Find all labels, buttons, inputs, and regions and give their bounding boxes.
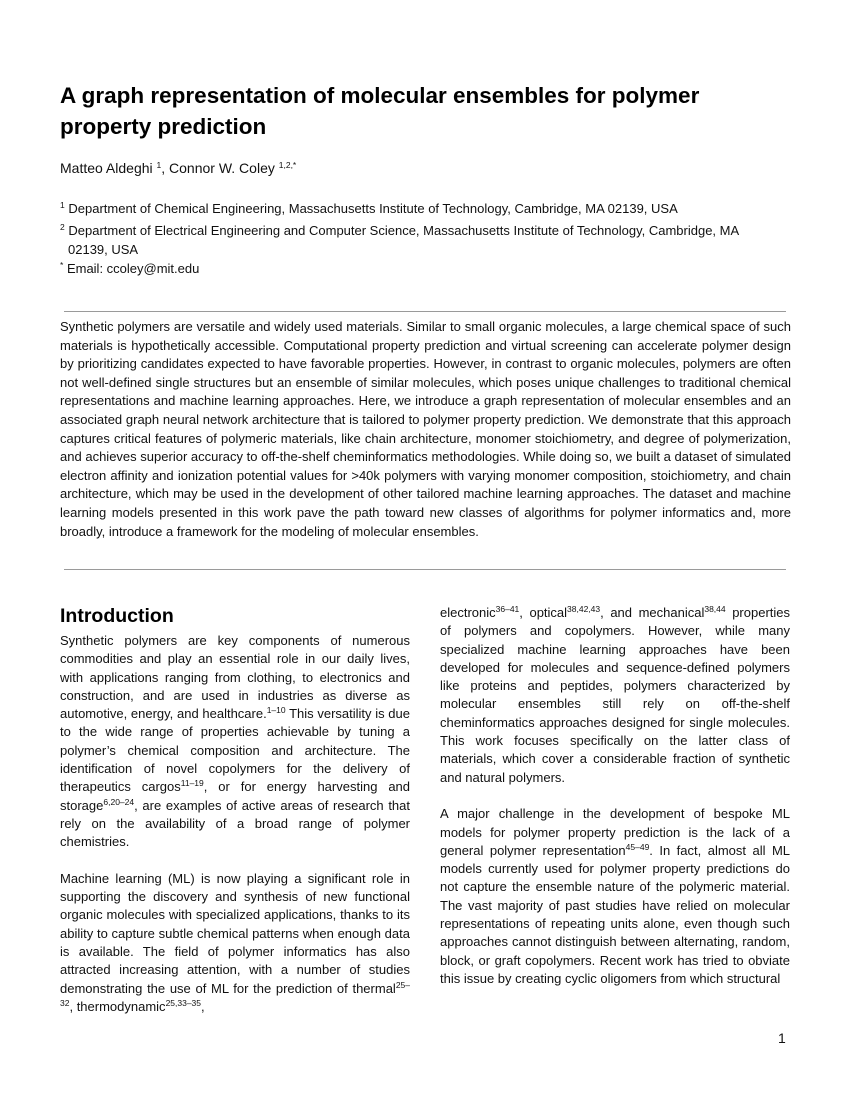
citation: 1–10 bbox=[266, 705, 286, 716]
paragraph-text: , bbox=[201, 998, 205, 1014]
paragraph-text: , are examples of active areas of research that rely on the availability of a broad range of polymer chemistries. bbox=[60, 797, 410, 850]
citation: 38,44 bbox=[704, 604, 726, 614]
affiliation-text: Department of Chemical Engineering, Massachusetts Institute of Technology, Cambridge, MA 02139, USA bbox=[68, 201, 678, 216]
paragraph-text: , or for energy harvesting and storage bbox=[60, 779, 411, 813]
affiliation bbox=[60, 221, 768, 259]
paragraph-text: Synthetic polymers are key components of numerous commodities and play an essential role in our daily lives, with applications ranging from clothing, to electronics and construction, and are used in industries as diverse as automotive, energy, and healthcare. bbox=[60, 633, 410, 722]
paragraph-text: A major challenge in the development of bespoke ML models for polymer property prediction is the lack of a general polymer representation bbox=[440, 806, 790, 858]
paragraph bbox=[60, 870, 410, 1016]
citation: 6,20–24 bbox=[103, 796, 135, 807]
author-list bbox=[60, 160, 296, 176]
left-column bbox=[60, 604, 410, 1016]
right-column bbox=[440, 604, 790, 988]
page-number: 1 bbox=[778, 1030, 786, 1046]
paragraph-text: , optical bbox=[519, 605, 568, 620]
abstract: Synthetic polymers are versatile and widely used materials. Similar to small organic molecules, a large chemical space of such materials is hypothetically accessible. Computational property prediction and virtual screening can accelerate polymer design by prioritizing candidates expected to have favorable properties. However, in contrast to organic molecules, polymers are often not well-defined single structures but an ensemble of similar molecules, which poses unique challenges to traditional chemical representations and machine learning approaches. Here, we introduce a graph representation of molecular ensembles and an associated graph neural network architecture that is tailored to polymer property prediction. We demonstrate that this approach captures critical features of polymeric materials, like chain architecture, monomer stoichiometry, and degree of polymerization, and achieves superior accuracy to off-the-shelf cheminformatics methodologies. While doing so, we built a dataset of simulated electron affinity and ionization potential values for >40k polymers with varying monomer composition, stoichiometry, and chain architecture, which may be used in the development of other tailored machine learning approaches. The dataset and machine learning models presented in this work pave the path toward new classes of algorithms for polymer informatics and, more broadly, introduce a framework for the modeling of molecular ensembles. bbox=[60, 319, 791, 539]
citation: 25–32 bbox=[60, 979, 410, 1008]
paragraph bbox=[440, 805, 790, 988]
citation: 45–49 bbox=[625, 841, 650, 852]
affiliation-marker: * bbox=[60, 260, 64, 270]
paper-title: A graph representation of molecular ensembles for polymer property prediction bbox=[60, 83, 700, 139]
citation: 25,33–35 bbox=[165, 997, 202, 1008]
affiliation-text: Department of Electrical Engineering and Computer Science, Massachusetts Institute of Technology, Cambridge, MA 02139, USA bbox=[68, 223, 739, 257]
citation: 38,42,43 bbox=[567, 604, 601, 614]
author-separator: , bbox=[161, 160, 170, 176]
paragraph bbox=[60, 632, 410, 852]
paragraph bbox=[440, 604, 790, 787]
affiliation-marker: 1 bbox=[156, 160, 162, 170]
affiliation-marker: 1 bbox=[60, 200, 65, 210]
paragraph-text: . In fact, almost all ML models currently used for polymer property predictions do not capture the ensemble nature of the polymeric material. The vast majority of past studies have relied on molecular representations of repeating units alone, even though such approaches cannot distinguish between alternating, random, block, or graft copolymers. Recent work has tried to obviate this issue by creating cyclic oligomers from which structural bbox=[440, 842, 791, 986]
paragraph-text: Machine learning (ML) is now playing a significant role in supporting the discovery and synthesis of new functional organic molecules with specialized applications, thanks to its ability to capture subtle chemical patterns when enough data is available. The field of polymer informatics has also attracted increasing attention, with a number of studies demonstrating the use of ML for the prediction of thermal bbox=[60, 870, 410, 996]
email: Email: ccoley@mit.edu bbox=[66, 261, 200, 276]
author-name: Connor W. Coley bbox=[169, 160, 275, 176]
section-heading: Introduction bbox=[60, 605, 174, 627]
affiliation-marker: 2 bbox=[60, 222, 65, 232]
paragraph-text: , thermodynamic bbox=[69, 998, 166, 1014]
divider bbox=[64, 311, 786, 312]
paragraph-text: properties of polymers and copolymers. However, while many specialized machine learning approaches have been developed for molecules and sequence-defined polymers like proteins and peptides, polymers characterized by molecular ensembles still rely on off-the-shelf cheminformatics approaches designed for single molecules. This work focuses specifically on the latter class of materials, which cover a considerable fraction of synthetic and natural polymers. bbox=[440, 605, 791, 785]
paragraph-text: , and mechanical bbox=[600, 605, 705, 620]
paragraph-text: This versatility is due to the wide range of properties achievable by tuning a polymer’s chemical composition and architecture. The identification of novel copolymers for the delivery of therapeutics cargos bbox=[60, 706, 410, 795]
citation: 36–41 bbox=[495, 604, 520, 614]
affiliation-marker: 1,2,* bbox=[278, 160, 297, 170]
paragraph-text: electronic bbox=[440, 605, 496, 620]
citation: 11–19 bbox=[180, 778, 204, 789]
affiliation bbox=[60, 199, 678, 218]
divider bbox=[64, 569, 786, 570]
affiliation bbox=[60, 259, 199, 278]
author-name: Matteo Aldeghi bbox=[60, 160, 153, 176]
